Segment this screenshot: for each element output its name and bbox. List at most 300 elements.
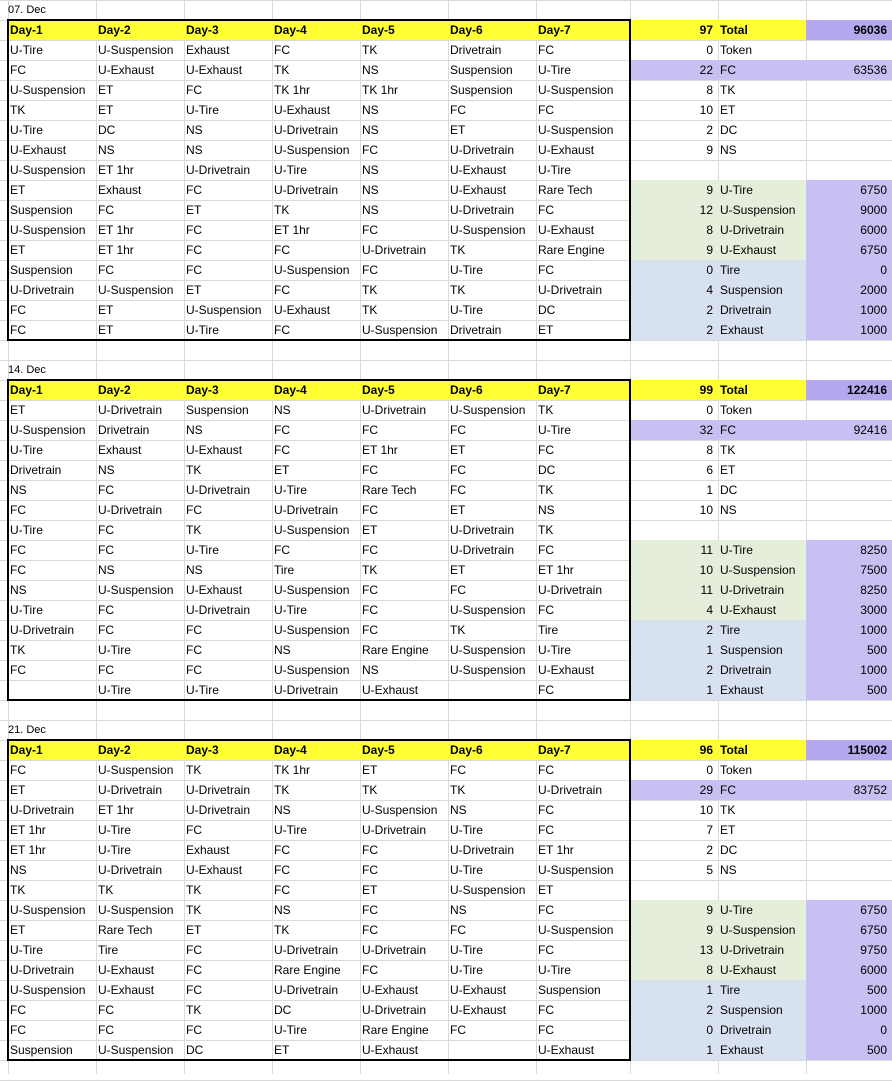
schedule-cell[interactable]: U-Suspension xyxy=(450,883,526,897)
summary-value[interactable] xyxy=(806,880,892,900)
schedule-cell[interactable]: Drivetrain xyxy=(10,463,62,477)
summary-label[interactable]: ET xyxy=(720,103,736,117)
summary-label[interactable]: U-Drivetrain xyxy=(720,223,785,237)
summary-label[interactable]: FC xyxy=(720,783,736,797)
schedule-cell[interactable]: FC xyxy=(186,503,202,517)
summary-value[interactable]: 6750 xyxy=(860,243,887,257)
schedule-cell[interactable]: U-Drivetrain xyxy=(450,143,515,157)
schedule-cell[interactable]: FC xyxy=(538,543,554,557)
summary-count[interactable]: 2 xyxy=(706,323,713,337)
schedule-cell[interactable]: ET 1hr xyxy=(538,563,574,577)
schedule-cell[interactable]: Rare Engine xyxy=(274,963,341,977)
schedule-cell[interactable]: NS xyxy=(274,903,291,917)
summary-value[interactable] xyxy=(806,500,892,520)
summary-label[interactable]: Exhaust xyxy=(720,323,764,337)
summary-count[interactable]: 1 xyxy=(706,983,713,997)
schedule-cell[interactable]: FC xyxy=(538,43,554,57)
schedule-cell[interactable]: U-Tire xyxy=(10,43,43,57)
schedule-cell[interactable]: TK xyxy=(450,623,466,637)
summary-value[interactable] xyxy=(806,160,892,180)
schedule-cell[interactable]: U-Suspension xyxy=(538,83,614,97)
schedule-cell[interactable]: U-Suspension xyxy=(98,903,174,917)
schedule-cell[interactable]: U-Exhaust xyxy=(10,143,67,157)
schedule-cell[interactable]: U-Tire xyxy=(274,483,307,497)
summary-label[interactable]: U-Tire xyxy=(720,183,753,197)
summary-label[interactable]: ET xyxy=(720,463,736,477)
summary-label[interactable]: Drivetrain xyxy=(720,1023,772,1037)
schedule-cell[interactable]: Suspension xyxy=(10,263,73,277)
schedule-cell[interactable]: ET xyxy=(274,463,290,477)
summary-count[interactable]: 6 xyxy=(706,463,713,477)
schedule-cell[interactable]: TK xyxy=(362,303,378,317)
summary-label[interactable]: Tire xyxy=(720,263,741,277)
summary-count[interactable]: 4 xyxy=(706,283,713,297)
schedule-cell[interactable]: U-Tire xyxy=(450,963,483,977)
summary-value[interactable]: 1000 xyxy=(860,623,887,637)
schedule-cell[interactable]: U-Tire xyxy=(450,943,483,957)
schedule-cell[interactable]: TK 1hr xyxy=(274,83,311,97)
summary-label[interactable]: Exhaust xyxy=(720,1043,764,1057)
schedule-cell[interactable]: U-Tire xyxy=(450,263,483,277)
schedule-cell[interactable]: FC xyxy=(538,443,554,457)
schedule-cell[interactable]: FC xyxy=(186,83,202,97)
schedule-cell[interactable]: FC xyxy=(274,883,290,897)
schedule-cell[interactable]: U-Suspension xyxy=(274,623,350,637)
schedule-cell[interactable]: U-Tire xyxy=(450,823,483,837)
schedule-cell[interactable]: U-Exhaust xyxy=(362,683,419,697)
schedule-cell[interactable]: TK 1hr xyxy=(274,763,311,777)
summary-value[interactable] xyxy=(806,760,892,780)
schedule-cell[interactable]: FC xyxy=(10,663,26,677)
summary-count[interactable]: 10 xyxy=(699,103,713,117)
day-header[interactable]: Day-2 xyxy=(98,743,131,757)
schedule-cell[interactable]: FC xyxy=(538,803,554,817)
schedule-cell[interactable]: U-Suspension xyxy=(274,143,350,157)
schedule-cell[interactable]: U-Suspension xyxy=(450,603,526,617)
summary-value[interactable] xyxy=(806,400,892,420)
schedule-cell[interactable]: ET xyxy=(362,763,378,777)
schedule-cell[interactable]: FC xyxy=(186,183,202,197)
schedule-cell[interactable]: Rare Tech xyxy=(98,923,153,937)
schedule-cell[interactable]: FC xyxy=(274,323,290,337)
schedule-cell[interactable]: Tire xyxy=(538,623,559,637)
summary-label[interactable]: DC xyxy=(720,483,738,497)
schedule-cell[interactable]: Drivetrain xyxy=(450,323,502,337)
schedule-cell[interactable]: NS xyxy=(362,63,379,77)
summary-label[interactable]: Token xyxy=(720,43,753,57)
summary-value[interactable]: 63536 xyxy=(853,63,887,77)
summary-label[interactable]: U-Exhaust xyxy=(720,603,777,617)
schedule-cell[interactable]: ET xyxy=(10,783,26,797)
summary-count[interactable]: 0 xyxy=(706,1023,713,1037)
schedule-cell[interactable]: FC xyxy=(362,143,378,157)
summary-label[interactable] xyxy=(718,160,806,180)
schedule-cell[interactable]: FC xyxy=(186,663,202,677)
schedule-cell[interactable]: FC xyxy=(362,263,378,277)
schedule-cell[interactable]: U-Suspension xyxy=(362,803,438,817)
schedule-cell[interactable]: FC xyxy=(10,303,26,317)
schedule-cell[interactable]: ET 1hr xyxy=(274,223,310,237)
schedule-cell[interactable]: U-Suspension xyxy=(98,283,174,297)
schedule-cell[interactable]: U-Exhaust xyxy=(362,983,419,997)
schedule-cell[interactable]: NS xyxy=(362,103,379,117)
summary-count[interactable]: 32 xyxy=(699,423,713,437)
schedule-cell[interactable]: U-Suspension xyxy=(274,663,350,677)
day-header[interactable]: Day-6 xyxy=(450,23,483,37)
schedule-cell[interactable]: ET 1hr xyxy=(98,163,134,177)
summary-label[interactable]: Suspension xyxy=(720,1003,783,1017)
summary-value[interactable]: 83752 xyxy=(853,783,887,797)
day-header[interactable]: Day-6 xyxy=(450,743,483,757)
schedule-cell[interactable]: NS xyxy=(98,563,115,577)
schedule-cell[interactable]: U-Suspension xyxy=(186,303,262,317)
summary-count[interactable]: 99 xyxy=(699,383,713,397)
schedule-cell[interactable]: U-Tire xyxy=(538,423,571,437)
day-header[interactable]: Day-1 xyxy=(10,743,43,757)
schedule-cell[interactable]: FC xyxy=(274,443,290,457)
summary-label[interactable]: ET xyxy=(720,823,736,837)
summary-count[interactable]: 96 xyxy=(699,743,713,757)
summary-count[interactable]: 2 xyxy=(706,1003,713,1017)
schedule-cell[interactable]: ET xyxy=(98,323,114,337)
schedule-cell[interactable]: U-Drivetrain xyxy=(538,583,603,597)
summary-count[interactable]: 97 xyxy=(699,23,713,37)
schedule-cell[interactable]: TK xyxy=(10,103,26,117)
schedule-cell[interactable]: TK xyxy=(186,883,202,897)
schedule-cell[interactable]: U-Suspension xyxy=(274,583,350,597)
schedule-cell[interactable]: TK xyxy=(274,63,290,77)
schedule-cell[interactable]: FC xyxy=(362,603,378,617)
schedule-cell[interactable]: TK xyxy=(362,43,378,57)
schedule-cell[interactable]: FC xyxy=(10,323,26,337)
summary-label[interactable]: FC xyxy=(720,63,736,77)
schedule-cell[interactable]: U-Drivetrain xyxy=(362,1003,427,1017)
summary-count[interactable]: 9 xyxy=(706,903,713,917)
summary-label[interactable]: Tire xyxy=(720,623,741,637)
schedule-cell[interactable]: U-Drivetrain xyxy=(450,203,515,217)
schedule-cell[interactable] xyxy=(8,680,96,700)
schedule-cell[interactable]: FC xyxy=(538,1003,554,1017)
schedule-cell[interactable]: U-Tire xyxy=(10,523,43,537)
summary-count[interactable]: 11 xyxy=(700,583,713,597)
schedule-cell[interactable]: Tire xyxy=(98,943,119,957)
summary-value[interactable]: 96036 xyxy=(853,23,887,37)
schedule-cell[interactable]: FC xyxy=(186,1023,202,1037)
schedule-cell[interactable]: Tire xyxy=(274,563,295,577)
schedule-cell[interactable]: FC xyxy=(10,763,26,777)
summary-label[interactable]: Suspension xyxy=(720,643,783,657)
schedule-cell[interactable]: ET 1hr xyxy=(98,243,134,257)
schedule-cell[interactable]: TK xyxy=(186,463,202,477)
schedule-cell[interactable]: U-Tire xyxy=(10,943,43,957)
schedule-cell[interactable]: U-Suspension xyxy=(10,83,86,97)
section-title[interactable]: 21. Dec xyxy=(8,724,46,736)
schedule-cell[interactable]: FC xyxy=(362,543,378,557)
schedule-cell[interactable]: TK xyxy=(186,523,202,537)
schedule-cell[interactable]: TK xyxy=(538,523,554,537)
day-header[interactable]: Day-5 xyxy=(362,23,395,37)
schedule-cell[interactable]: NS xyxy=(186,563,203,577)
schedule-cell[interactable]: U-Tire xyxy=(538,163,571,177)
schedule-cell[interactable]: ET xyxy=(10,183,26,197)
schedule-cell[interactable]: FC xyxy=(362,963,378,977)
schedule-cell[interactable]: FC xyxy=(98,483,114,497)
schedule-cell[interactable]: FC xyxy=(186,823,202,837)
schedule-cell[interactable]: Rare Engine xyxy=(538,243,605,257)
schedule-cell[interactable]: U-Exhaust xyxy=(186,443,243,457)
summary-value[interactable]: 6000 xyxy=(860,223,887,237)
schedule-cell[interactable]: FC xyxy=(186,243,202,257)
schedule-cell[interactable]: U-Drivetrain xyxy=(362,943,427,957)
schedule-cell[interactable]: FC xyxy=(450,483,466,497)
schedule-cell[interactable]: FC xyxy=(362,503,378,517)
schedule-cell[interactable]: ET xyxy=(10,923,26,937)
schedule-cell[interactable]: U-Tire xyxy=(274,603,307,617)
schedule-cell[interactable]: U-Tire xyxy=(538,63,571,77)
schedule-cell[interactable]: U-Tire xyxy=(274,163,307,177)
schedule-cell[interactable]: U-Drivetrain xyxy=(186,163,251,177)
schedule-cell[interactable]: ET 1hr xyxy=(98,223,134,237)
schedule-cell[interactable]: U-Drivetrain xyxy=(98,783,163,797)
summary-count[interactable]: 11 xyxy=(700,543,713,557)
schedule-cell[interactable]: U-Drivetrain xyxy=(98,403,163,417)
schedule-cell[interactable]: ET 1hr xyxy=(98,803,134,817)
summary-value[interactable]: 0 xyxy=(880,1023,887,1037)
schedule-cell[interactable]: Rare Tech xyxy=(538,183,593,197)
schedule-cell[interactable]: U-Suspension xyxy=(450,663,526,677)
schedule-cell[interactable]: FC xyxy=(538,103,554,117)
day-header[interactable]: Day-6 xyxy=(450,383,483,397)
schedule-cell[interactable]: NS xyxy=(274,643,291,657)
schedule-cell[interactable]: U-Tire xyxy=(186,323,219,337)
schedule-cell[interactable]: U-Suspension xyxy=(98,583,174,597)
summary-label[interactable] xyxy=(718,880,806,900)
schedule-cell[interactable]: U-Drivetrain xyxy=(10,803,75,817)
schedule-cell[interactable]: Suspension xyxy=(450,63,513,77)
schedule-cell[interactable]: NS xyxy=(186,423,203,437)
schedule-cell[interactable]: U-Drivetrain xyxy=(362,823,427,837)
schedule-cell[interactable]: FC xyxy=(362,923,378,937)
summary-label[interactable]: Drivetrain xyxy=(720,663,772,677)
schedule-cell[interactable]: U-Exhaust xyxy=(98,963,155,977)
summary-value[interactable]: 2000 xyxy=(860,283,887,297)
day-header[interactable]: Day-7 xyxy=(538,23,571,37)
day-header[interactable]: Day-5 xyxy=(362,383,395,397)
schedule-cell[interactable]: TK 1hr xyxy=(362,83,399,97)
schedule-cell[interactable]: FC xyxy=(10,1023,26,1037)
schedule-cell[interactable]: DC xyxy=(274,1003,292,1017)
schedule-cell[interactable]: FC xyxy=(450,103,466,117)
schedule-cell[interactable]: FC xyxy=(362,623,378,637)
schedule-cell[interactable]: ET xyxy=(450,443,466,457)
schedule-cell[interactable]: ET 1hr xyxy=(10,843,46,857)
day-header[interactable]: Day-7 xyxy=(538,743,571,757)
summary-count[interactable]: 9 xyxy=(706,243,713,257)
schedule-cell[interactable]: U-Drivetrain xyxy=(10,623,75,637)
schedule-cell[interactable]: ET 1hr xyxy=(538,843,574,857)
schedule-cell[interactable]: FC xyxy=(450,763,466,777)
schedule-cell[interactable]: NS xyxy=(362,163,379,177)
schedule-cell[interactable]: FC xyxy=(10,63,26,77)
schedule-cell[interactable]: ET xyxy=(538,323,554,337)
schedule-cell[interactable]: NS xyxy=(450,803,467,817)
schedule-cell[interactable]: U-Suspension xyxy=(98,43,174,57)
schedule-cell[interactable]: U-Drivetrain xyxy=(10,963,75,977)
schedule-cell[interactable]: NS xyxy=(362,663,379,677)
schedule-cell[interactable]: U-Exhaust xyxy=(538,223,595,237)
schedule-cell[interactable]: U-Exhaust xyxy=(538,143,595,157)
schedule-cell[interactable]: FC xyxy=(538,763,554,777)
schedule-cell[interactable]: FC xyxy=(362,903,378,917)
summary-label[interactable]: TK xyxy=(720,443,736,457)
schedule-cell[interactable]: FC xyxy=(274,863,290,877)
summary-label[interactable]: U-Tire xyxy=(720,903,753,917)
schedule-cell[interactable]: DC xyxy=(538,303,556,317)
schedule-cell[interactable]: U-Suspension xyxy=(98,1043,174,1057)
summary-value[interactable]: 1000 xyxy=(860,663,887,677)
summary-label[interactable]: Tire xyxy=(720,983,741,997)
summary-count[interactable]: 5 xyxy=(706,863,713,877)
summary-value[interactable]: 6750 xyxy=(860,923,887,937)
schedule-cell[interactable]: U-Drivetrain xyxy=(10,283,75,297)
schedule-cell[interactable]: U-Drivetrain xyxy=(274,943,339,957)
schedule-cell[interactable]: FC xyxy=(186,963,202,977)
schedule-cell[interactable]: ET 1hr xyxy=(362,443,398,457)
day-header[interactable]: Day-1 xyxy=(10,383,43,397)
summary-value[interactable] xyxy=(806,40,892,60)
summary-count[interactable]: 0 xyxy=(706,403,713,417)
summary-count[interactable] xyxy=(630,880,718,900)
summary-label[interactable]: NS xyxy=(720,863,737,877)
day-header[interactable]: Day-4 xyxy=(274,743,307,757)
schedule-cell[interactable]: U-Drivetrain xyxy=(538,283,603,297)
summary-label[interactable]: Exhaust xyxy=(720,683,764,697)
schedule-cell[interactable]: U-Suspension xyxy=(538,923,614,937)
summary-value[interactable]: 1000 xyxy=(860,303,887,317)
schedule-cell[interactable]: FC xyxy=(186,943,202,957)
schedule-cell[interactable]: U-Suspension xyxy=(10,223,86,237)
summary-label[interactable]: Suspension xyxy=(720,283,783,297)
summary-value[interactable] xyxy=(806,800,892,820)
summary-count[interactable]: 9 xyxy=(706,923,713,937)
day-header[interactable]: Day-3 xyxy=(186,383,219,397)
schedule-cell[interactable]: U-Drivetrain xyxy=(98,503,163,517)
schedule-cell[interactable]: U-Tire xyxy=(538,643,571,657)
summary-label[interactable]: NS xyxy=(720,143,737,157)
summary-value[interactable]: 6750 xyxy=(860,903,887,917)
summary-label[interactable]: U-Exhaust xyxy=(720,243,777,257)
summary-label[interactable]: TK xyxy=(720,803,736,817)
schedule-cell[interactable]: U-Tire xyxy=(10,123,43,137)
summary-count[interactable]: 1 xyxy=(706,643,713,657)
schedule-cell[interactable]: FC xyxy=(362,863,378,877)
schedule-cell[interactable]: ET xyxy=(274,1043,290,1057)
summary-count[interactable]: 8 xyxy=(706,963,713,977)
schedule-cell[interactable]: U-Suspension xyxy=(98,763,174,777)
summary-value[interactable]: 8250 xyxy=(860,543,887,557)
schedule-cell[interactable]: FC xyxy=(98,543,114,557)
schedule-cell[interactable] xyxy=(448,680,536,700)
summary-value[interactable] xyxy=(806,100,892,120)
schedule-cell[interactable]: U-Exhaust xyxy=(98,983,155,997)
schedule-cell[interactable]: FC xyxy=(538,943,554,957)
schedule-cell[interactable]: FC xyxy=(274,243,290,257)
schedule-cell[interactable]: FC xyxy=(10,1003,26,1017)
schedule-cell[interactable]: FC xyxy=(98,623,114,637)
summary-count[interactable] xyxy=(630,520,718,540)
schedule-cell[interactable]: U-Suspension xyxy=(538,123,614,137)
summary-count[interactable]: 2 xyxy=(706,843,713,857)
schedule-cell[interactable]: FC xyxy=(10,543,26,557)
summary-label[interactable]: NS xyxy=(720,503,737,517)
schedule-cell[interactable]: U-Tire xyxy=(98,843,131,857)
schedule-cell[interactable]: NS xyxy=(274,403,291,417)
schedule-cell[interactable]: FC xyxy=(186,643,202,657)
summary-count[interactable]: 1 xyxy=(706,483,713,497)
summary-count[interactable]: 4 xyxy=(706,603,713,617)
schedule-cell[interactable]: U-Tire xyxy=(98,643,131,657)
summary-label[interactable]: U-Suspension xyxy=(720,923,796,937)
schedule-cell[interactable]: U-Drivetrain xyxy=(450,843,515,857)
schedule-cell[interactable]: Suspension xyxy=(186,403,249,417)
summary-label[interactable]: U-Suspension xyxy=(720,203,796,217)
schedule-cell[interactable]: U-Suspension xyxy=(362,323,438,337)
summary-count[interactable]: 7 xyxy=(706,823,713,837)
schedule-cell[interactable]: FC xyxy=(10,563,26,577)
schedule-cell[interactable]: TK xyxy=(450,243,466,257)
schedule-cell[interactable]: FC xyxy=(186,623,202,637)
summary-label[interactable]: U-Drivetrain xyxy=(720,943,785,957)
schedule-cell[interactable]: FC xyxy=(98,603,114,617)
schedule-cell[interactable]: U-Exhaust xyxy=(186,863,243,877)
schedule-cell[interactable] xyxy=(448,1040,536,1060)
schedule-cell[interactable]: Drivetrain xyxy=(450,43,502,57)
summary-count[interactable]: 1 xyxy=(706,683,713,697)
schedule-cell[interactable]: Exhaust xyxy=(98,183,142,197)
schedule-cell[interactable]: U-Exhaust xyxy=(362,1043,419,1057)
schedule-cell[interactable]: ET xyxy=(98,103,114,117)
summary-count[interactable]: 29 xyxy=(699,783,713,797)
schedule-cell[interactable]: FC xyxy=(274,543,290,557)
schedule-cell[interactable]: TK xyxy=(538,403,554,417)
day-header[interactable]: Day-5 xyxy=(362,743,395,757)
schedule-cell[interactable]: ET xyxy=(362,523,378,537)
schedule-cell[interactable]: Exhaust xyxy=(186,843,230,857)
summary-count[interactable]: 12 xyxy=(699,203,713,217)
schedule-cell[interactable]: U-Drivetrain xyxy=(274,983,339,997)
summary-value[interactable]: 115002 xyxy=(847,743,887,757)
summary-label[interactable]: TK xyxy=(720,83,736,97)
summary-label[interactable]: U-Drivetrain xyxy=(720,583,785,597)
schedule-cell[interactable]: DC xyxy=(98,123,116,137)
schedule-cell[interactable]: Suspension xyxy=(10,1043,73,1057)
schedule-cell[interactable]: ET xyxy=(186,203,202,217)
schedule-cell[interactable]: U-Exhaust xyxy=(98,63,155,77)
schedule-cell[interactable]: ET xyxy=(450,563,466,577)
summary-value[interactable] xyxy=(806,460,892,480)
schedule-cell[interactable]: TK xyxy=(274,783,290,797)
day-header[interactable]: Day-4 xyxy=(274,383,307,397)
summary-value[interactable] xyxy=(806,820,892,840)
schedule-cell[interactable]: FC xyxy=(98,263,114,277)
summary-value[interactable]: 6750 xyxy=(860,183,887,197)
schedule-cell[interactable]: U-Exhaust xyxy=(538,1043,595,1057)
schedule-cell[interactable]: NS xyxy=(98,143,115,157)
schedule-cell[interactable]: ET xyxy=(538,883,554,897)
schedule-cell[interactable]: FC xyxy=(450,923,466,937)
schedule-cell[interactable]: U-Tire xyxy=(10,603,43,617)
schedule-cell[interactable]: U-Suspension xyxy=(450,643,526,657)
